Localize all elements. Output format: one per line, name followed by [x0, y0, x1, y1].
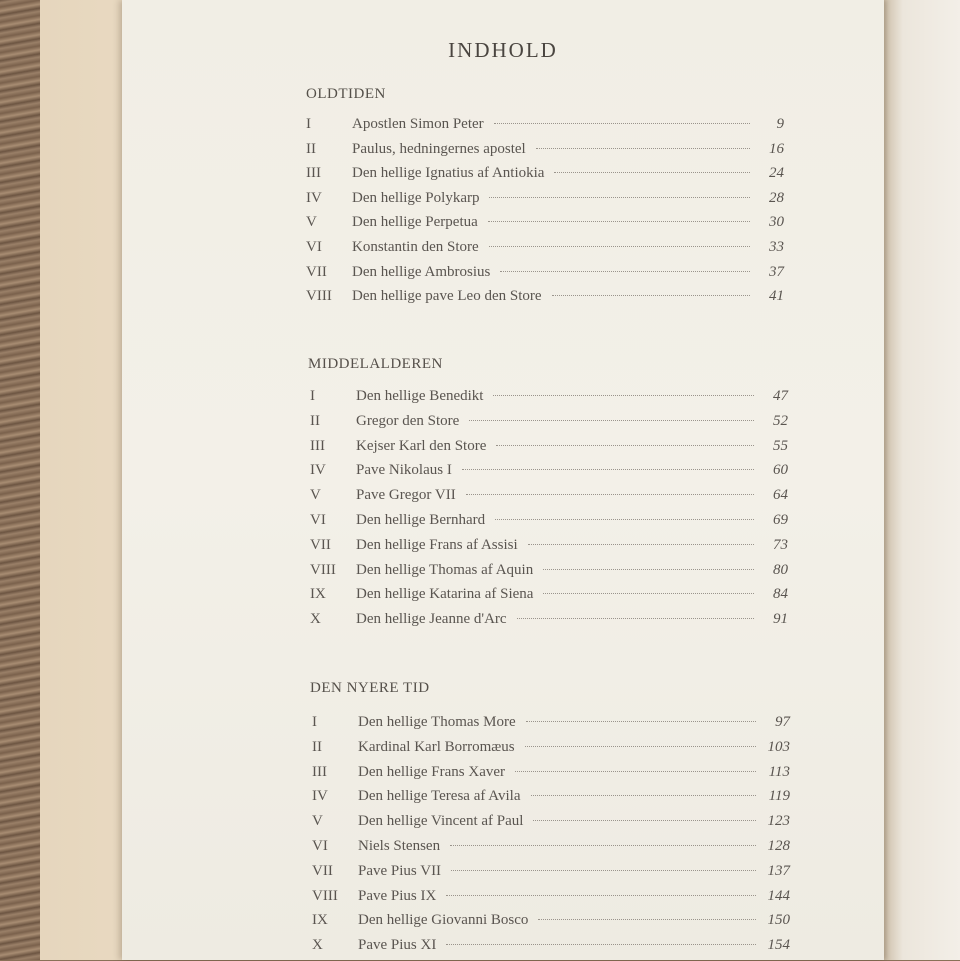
toc-entry — [312, 764, 790, 788]
toc-entry — [306, 264, 784, 288]
page-number: 137 — [767, 862, 790, 879]
dot-leader — [466, 494, 754, 495]
chapter-title: Pave Pius VII — [358, 862, 442, 879]
dot-leader — [494, 123, 750, 124]
page-number: 84 — [773, 586, 788, 603]
page-number: 80 — [773, 561, 788, 578]
toc-entry — [306, 190, 784, 214]
chapter-number: V — [306, 214, 317, 231]
toc-entry — [306, 214, 784, 238]
page-number: 64 — [773, 487, 788, 504]
page-number: 69 — [773, 512, 788, 528]
page-number: 52 — [773, 412, 788, 429]
chapter-number: II — [312, 738, 322, 755]
dot-leader — [554, 172, 750, 173]
dot-leader — [488, 221, 750, 222]
dot-leader — [496, 445, 754, 446]
page-number: 154 — [767, 937, 790, 954]
dot-leader — [525, 746, 756, 747]
chapter-title: Den hellige Teresa af Avila — [358, 788, 521, 805]
toc-entry — [310, 462, 788, 486]
toc-entry — [310, 487, 788, 511]
page-edge — [884, 0, 960, 960]
chapter-title: Pave Pius IX — [358, 887, 437, 904]
dot-leader — [536, 148, 750, 149]
chapter-number: VIII — [310, 561, 336, 578]
page-number: 30 — [769, 214, 784, 231]
dot-leader — [526, 721, 756, 722]
dot-leader — [446, 944, 756, 945]
chapter-number: II — [310, 412, 320, 429]
chapter-number: VII — [306, 263, 327, 280]
toc-entry — [306, 239, 784, 263]
page-number: 28 — [769, 189, 784, 206]
chapter-number: V — [310, 487, 321, 504]
chapter-number: X — [312, 937, 323, 954]
chapter-title: Den hellige Frans af Assisi — [356, 536, 518, 553]
dot-leader — [531, 795, 757, 796]
section-heading: DEN NYERE TID — [310, 680, 430, 696]
page-number: 113 — [768, 763, 790, 780]
dot-leader — [446, 895, 756, 896]
section-heading: OLDTIDEN — [306, 86, 386, 102]
chapter-title: Den hellige Perpetua — [352, 214, 478, 231]
page-number: 73 — [773, 536, 788, 553]
dot-leader — [450, 845, 756, 846]
chapter-title: Den hellige Bernhard — [356, 512, 486, 528]
chapter-number: I — [310, 388, 315, 404]
chapter-number: III — [310, 437, 325, 454]
chapter-number: IV — [306, 189, 322, 206]
page-number: 97 — [775, 714, 790, 730]
toc-entry — [310, 537, 788, 561]
section-heading: MIDDELALDEREN — [308, 356, 443, 372]
toc-entry — [312, 714, 790, 738]
page-number: 123 — [767, 813, 790, 830]
page-number: 144 — [767, 887, 790, 904]
toc-entry — [310, 413, 788, 437]
toc-entry — [306, 165, 784, 189]
page-number: 150 — [767, 912, 790, 929]
chapter-title: Konstantin den Store — [352, 239, 479, 255]
chapter-title: Den hellige Benedikt — [356, 388, 484, 404]
toc-entry — [312, 937, 790, 961]
chapter-number: IX — [310, 586, 326, 603]
page-title: INDHOLD — [448, 38, 558, 62]
chapter-title: Den hellige Frans Xaver — [358, 763, 506, 780]
chapter-number: II — [306, 140, 316, 157]
chapter-title: Den hellige Jeanne d'Arc — [356, 611, 507, 628]
page-number: 55 — [773, 437, 788, 454]
toc-entry — [310, 438, 788, 462]
toc-entry — [310, 512, 788, 536]
page-number: 128 — [767, 838, 790, 854]
toc-entry — [306, 288, 784, 312]
chapter-title: Den hellige Polykarp — [352, 189, 480, 206]
dot-leader — [538, 919, 756, 920]
chapter-number: X — [310, 611, 321, 628]
toc-entry — [312, 739, 790, 763]
dot-leader — [469, 420, 754, 421]
chapter-title: Apostlen Simon Peter — [352, 116, 484, 132]
toc-entry — [310, 388, 788, 412]
chapter-title: Pave Pius XI — [358, 937, 437, 954]
page-number: 119 — [768, 788, 790, 805]
chapter-number: VII — [310, 536, 331, 553]
toc-entry — [312, 788, 790, 812]
toc-entry — [312, 838, 790, 862]
chapter-title: Den hellige Giovanni Bosco — [358, 912, 529, 929]
chapter-title: Pave Gregor VII — [356, 487, 456, 504]
dot-leader — [515, 771, 756, 772]
dot-leader — [462, 469, 754, 470]
page-number: 91 — [773, 611, 788, 628]
chapter-number: III — [306, 165, 321, 182]
dot-leader — [528, 544, 754, 545]
toc-entry — [306, 141, 784, 165]
page-number: 16 — [769, 140, 784, 157]
chapter-title: Kardinal Karl Borromæus — [358, 738, 515, 755]
page-number: 47 — [773, 388, 788, 404]
toc-entry — [312, 912, 790, 936]
toc-entry — [312, 863, 790, 887]
page-number: 103 — [767, 738, 790, 755]
chapter-number: VIII — [306, 288, 332, 305]
toc-entry — [306, 116, 784, 140]
chapter-title: Den hellige Ignatius af Antiokia — [352, 165, 545, 182]
chapter-number: VII — [312, 862, 333, 879]
dot-leader — [489, 246, 750, 247]
chapter-title: Paulus, hedningernes apostel — [352, 140, 526, 157]
chapter-title: Den hellige Thomas af Aquin — [356, 561, 534, 578]
chapter-number: IV — [310, 462, 326, 479]
page-number: 24 — [769, 165, 784, 182]
chapter-number: VI — [306, 239, 322, 255]
chapter-title: Den hellige Katarina af Siena — [356, 586, 534, 603]
dot-leader — [500, 271, 750, 272]
dot-leader — [533, 820, 756, 821]
page-number: 33 — [769, 239, 784, 255]
page-number: 9 — [776, 116, 784, 132]
chapter-title: Den hellige Ambrosius — [352, 263, 491, 280]
chapter-title: Den hellige Vincent af Paul — [358, 813, 524, 830]
toc-entry — [310, 562, 788, 586]
dot-leader — [543, 569, 754, 570]
chapter-number: III — [312, 763, 327, 780]
toc-entry — [310, 586, 788, 610]
chapter-number: V — [312, 813, 323, 830]
chapter-number: VI — [310, 512, 326, 528]
chapter-title: Pave Nikolaus I — [356, 462, 452, 479]
chapter-title: Gregor den Store — [356, 412, 460, 429]
dot-leader — [451, 870, 756, 871]
chapter-number: I — [306, 116, 311, 132]
toc-entry — [310, 611, 788, 635]
chapter-number: IX — [312, 912, 328, 929]
chapter-title: Kejser Karl den Store — [356, 437, 487, 454]
toc-entry — [312, 813, 790, 837]
page-number: 41 — [769, 288, 784, 305]
page-number: 60 — [773, 462, 788, 479]
chapter-number: VIII — [312, 887, 338, 904]
toc-entry — [312, 888, 790, 912]
chapter-title: Niels Stensen — [358, 838, 441, 854]
dot-leader — [493, 395, 754, 396]
book-page — [122, 0, 884, 960]
dot-leader — [489, 197, 750, 198]
chapter-number: VI — [312, 838, 328, 854]
dot-leader — [517, 618, 754, 619]
dot-leader — [552, 295, 750, 296]
chapter-number: I — [312, 714, 317, 730]
dot-leader — [543, 593, 754, 594]
chapter-title: Den hellige Thomas More — [358, 714, 516, 730]
dot-leader — [495, 519, 754, 520]
chapter-number: IV — [312, 788, 328, 805]
page-number: 37 — [769, 263, 784, 280]
chapter-title: Den hellige pave Leo den Store — [352, 288, 542, 305]
